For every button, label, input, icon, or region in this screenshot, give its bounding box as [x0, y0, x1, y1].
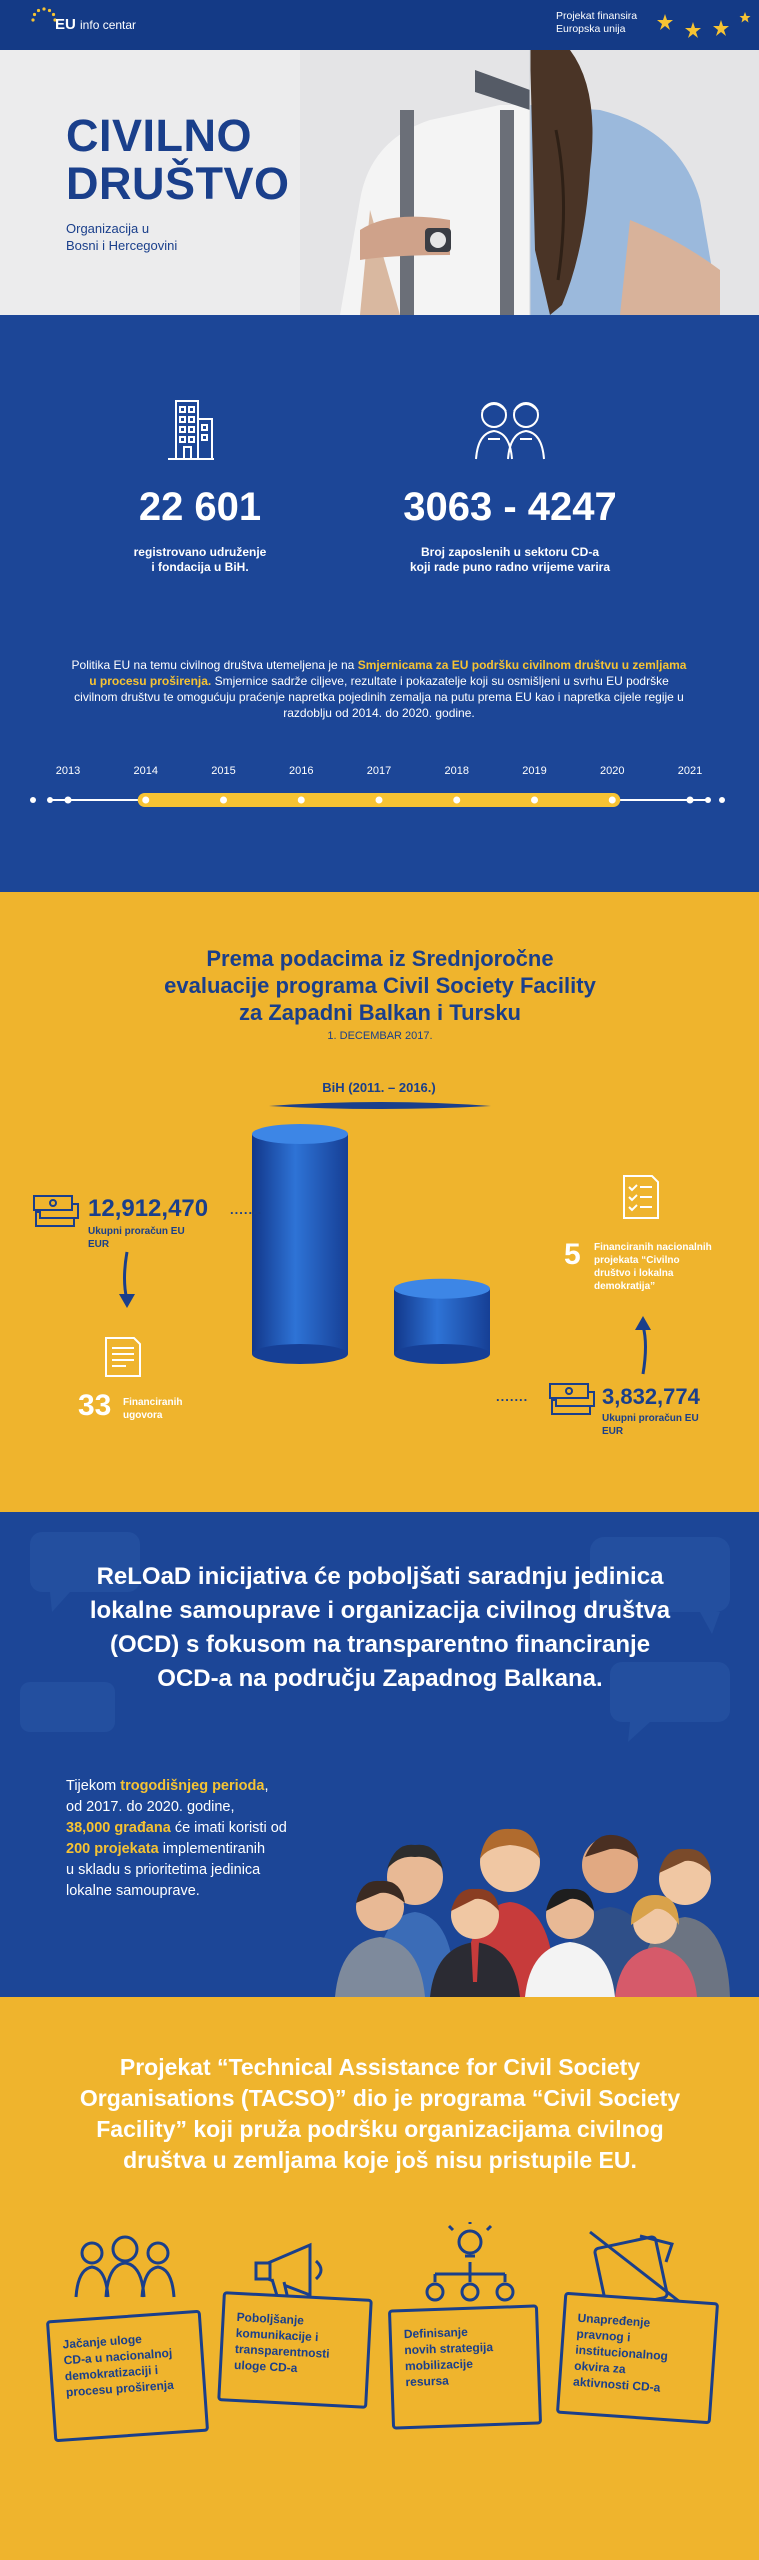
reload-p-line-5: u skladu s prioritetima jedinica — [66, 1862, 261, 1878]
reload-p-line-2: od 2017. do 2020. godine, — [66, 1799, 235, 1815]
reload-heading-line-3: (OCD) s fokusom na transparentno financiranje — [109, 1631, 651, 1658]
evaluation-title-line-1: Prema podacima iz Srednjoročne — [206, 946, 554, 971]
tacso-card-2 — [217, 2291, 373, 2409]
timeline-dot-2016 — [298, 797, 305, 804]
tacso-card-2-line: Poboljšanje — [236, 2309, 305, 2328]
evaluation-title-line-2: evaluacije programa Civil Society Facility — [164, 973, 596, 998]
timeline-end-dot — [719, 797, 725, 803]
subtitle-line-1: Organizacija u — [66, 221, 150, 236]
employees-number: 3063 - 4247 — [403, 485, 617, 529]
registered-orgs-label — [90, 545, 310, 575]
reload-p-pre1: Tijekom — [66, 1778, 121, 1794]
tacso-heading-line-1: Projekat “Technical Assistance for Civil Society — [119, 2054, 641, 2080]
top-bar — [0, 0, 759, 50]
policy-paragraph — [68, 657, 690, 721]
tacso-card-4-line: Unapređenje — [577, 2310, 651, 2330]
timeline-end-dot — [30, 797, 36, 803]
contracts-number: 33 — [78, 1389, 112, 1422]
dotted-connector-left: ....... — [230, 1202, 263, 1217]
building-icon — [166, 395, 216, 465]
subtitle-line-2: Bosni i Hercegovini — [66, 238, 178, 253]
tacso-card-4 — [556, 2292, 719, 2425]
tacso-card-3-line: novih strategija — [404, 2340, 494, 2358]
budget-right-label — [602, 1412, 699, 1438]
reload-heading — [30, 1560, 730, 1696]
timeline-bar — [0, 780, 759, 820]
timeline-year-2015: 2015 — [211, 765, 236, 777]
evaluation-date: 1. DECEMBAR 2017. — [327, 1030, 433, 1042]
budget-left-value: 12,912,470 — [88, 1195, 209, 1222]
timeline-year-2021: 2021 — [677, 765, 703, 777]
national-projects-label — [594, 1241, 712, 1293]
tacso-card-3-line: Definisanje — [403, 2324, 469, 2342]
tacso-card-4-line: pravnog i — [576, 2326, 631, 2345]
timeline-year-2016: 2016 — [289, 765, 314, 777]
hero-section — [0, 50, 759, 315]
reload-p-line-1 — [66, 1776, 356, 1797]
reload-heading-line-2: lokalne samouprave i organizacija civilnog društva — [89, 1597, 671, 1624]
logo-bold: EU — [55, 16, 76, 33]
national-label-1: Financiranih nacionalnih — [594, 1242, 712, 1253]
checklist-document-icon — [618, 1172, 664, 1222]
contracts-label-2: ugovora — [123, 1410, 163, 1421]
timeline-dot-2014 — [142, 797, 149, 804]
tacso-card-2-line: komunikacije i — [235, 2325, 319, 2345]
contract-document-icon — [100, 1332, 146, 1382]
reload-p-mid1: , — [264, 1778, 269, 1794]
timeline-year-2020: 2020 — [600, 765, 625, 777]
reload-heading-line-4: OCD-a na području Zapadnog Balkana. — [157, 1665, 603, 1692]
stats-section — [0, 315, 759, 892]
employees-label — [370, 545, 650, 575]
budget-left-label-2: EUR — [88, 1239, 110, 1250]
funded-line-2: Europska unija — [556, 23, 626, 35]
reload-p-line-6: lokalne samouprave. — [66, 1883, 200, 1899]
group-people-icon — [70, 2235, 180, 2305]
reload-p-line-3 — [66, 1818, 356, 1839]
reload-p-mid3: implementiranih — [158, 1841, 266, 1857]
crowd-of-people-illustration — [335, 1747, 735, 1997]
title-line-2: DRUŠTVO — [66, 158, 290, 209]
tacso-card-4-line: okvira za — [573, 2358, 627, 2377]
registered-line-1: registrovano udruženje — [133, 545, 267, 559]
timeline-dot-2020 — [609, 797, 616, 804]
timeline-year-2019: 2019 — [522, 765, 547, 777]
timeline-dot-2015 — [220, 797, 227, 804]
eu-stars-logo-icon — [30, 6, 58, 34]
budget-right-label-1: Ukupni proračun EU — [602, 1413, 699, 1424]
policy-text-2: Smjernice sadrže ciljeve, rezultate i pokazatelje koji su osmišljeni u svrhu EU podrške civilnom društvu te omogućuju praćenje napretka pojedinih zemalja na putu prema EU kao i napretka cijele regije u razdoblju od 2014. do 2020. godine. — [74, 674, 684, 720]
tacso-section — [0, 1997, 759, 2560]
tacso-heading-line-3: Facility” koji pruža podršku organizacijama civilnog — [96, 2116, 664, 2142]
reload-paragraph — [66, 1776, 356, 1902]
tacso-card-1-line: procesu proširenja — [65, 2377, 175, 2400]
reload-p-mid2: će imati koristi od — [170, 1820, 287, 1836]
chart-bar-1 — [252, 1124, 348, 1364]
tacso-card-3-line: mobilizacije — [404, 2356, 474, 2374]
eu-flag-stars-icon — [655, 10, 755, 42]
page-title — [66, 112, 290, 208]
tacso-heading — [20, 2052, 740, 2176]
timeline-dot-2017 — [376, 797, 383, 804]
timeline-year-2018: 2018 — [444, 765, 469, 777]
tacso-heading-line-2: Organisations (TACSO)” dio je programa “Civil Society — [79, 2085, 681, 2111]
timeline-end-dot — [47, 797, 53, 803]
tacso-card-1-line: CD-a u nacionalnoj — [63, 2345, 173, 2368]
timeline-dot-2013 — [65, 797, 72, 804]
tacso-card-1-line: demokratizaciji i — [64, 2362, 159, 2384]
arrow-down-icon — [112, 1250, 142, 1310]
evaluation-section — [0, 892, 759, 1512]
timeline-year-2014: 2014 — [133, 765, 158, 777]
national-label-2: projekata “Civilno — [594, 1255, 680, 1266]
reload-p-line-4 — [66, 1839, 356, 1860]
registered-orgs-number: 22 601 — [138, 485, 262, 529]
policy-guidelines-highlight: Smjernicama za EU podršku civilnom društvu u zemljama u procesu proširenja. — [89, 658, 687, 688]
timeline-year-2013: 2013 — [55, 765, 81, 777]
timeline-dot-2021 — [687, 797, 694, 804]
tacso-card-3-line: resursa — [405, 2373, 450, 2390]
budget-right-label-2: EUR — [602, 1426, 624, 1437]
strategy-lightbulb-icon — [415, 2222, 525, 2312]
tacso-card-1-line: Jačanje uloge — [62, 2331, 143, 2352]
evaluation-title — [80, 945, 680, 1026]
tacso-card-1 — [46, 2310, 209, 2443]
timeline-year-2017: 2017 — [366, 765, 392, 777]
money-stack-icon — [32, 1194, 80, 1232]
budget-left-label-1: Ukupni proračun EU — [88, 1226, 185, 1237]
title-line-1: CIVILNO — [66, 110, 253, 161]
chart-bar-2 — [394, 1279, 490, 1364]
employees-line-2: koji rade puno radno vrijeme varira — [409, 560, 611, 574]
national-label-3: društvo i lokalna — [594, 1268, 674, 1279]
tacso-card-4-line: institucionalnog — [574, 2342, 669, 2364]
budget-bar-chart — [240, 1092, 520, 1367]
tacso-heading-line-4: društva u zemljama koje još nisu pristupile EU. — [123, 2147, 637, 2173]
national-projects-number: 5 — [564, 1238, 581, 1271]
eu-info-centar-logo[interactable] — [55, 16, 136, 33]
funded-line-1: Projekat finansira — [556, 10, 638, 22]
evaluation-title-line-3: za Zapadni Balkan i Tursku — [239, 1000, 521, 1025]
reload-period-highlight: trogodišnjeg perioda — [120, 1778, 265, 1794]
contracts-label-1: Financiranih — [123, 1397, 183, 1408]
budget-right-value: 3,832,774 — [602, 1384, 700, 1409]
tacso-card-3 — [388, 2304, 542, 2429]
budget-left-label — [88, 1225, 185, 1251]
policy-text-1: Politika EU na temu civilnog društva utemeljena je na — [71, 658, 358, 672]
reload-projects-highlight: 200 projekata — [66, 1841, 159, 1857]
funded-by-eu — [556, 10, 637, 36]
dotted-connector-right: ....... — [496, 1389, 529, 1404]
timeline-end-dot — [705, 797, 711, 803]
reload-heading-line-1: ReLOaD inicijativa će poboljšati saradnju jedinica — [96, 1563, 664, 1590]
tacso-card-4-line: aktivnosti CD-a — [572, 2374, 661, 2395]
tacso-card-2-line: uloge CD-a — [233, 2357, 298, 2376]
employees-line-1: Broj zaposlenih u sektoru CD-a — [420, 545, 600, 559]
timeline-dot-2018 — [453, 797, 460, 804]
timeline-dot-2019 — [531, 797, 538, 804]
reload-citizens-highlight: 38,000 građana — [66, 1820, 171, 1836]
people-icon — [468, 395, 552, 461]
arrow-up-icon — [628, 1314, 658, 1376]
registered-line-2: i fondacija u BiH. — [151, 560, 249, 574]
contracts-label — [123, 1396, 182, 1422]
hero-photo-illustration — [300, 50, 759, 315]
logo-rest: info centar — [80, 18, 137, 32]
reload-section — [0, 1512, 759, 1997]
tacso-card-2-line: transparentnosti — [234, 2341, 330, 2361]
chart-label: BiH (2011. – 2016.) — [322, 1080, 436, 1095]
money-stack-icon-right — [548, 1382, 596, 1420]
page-subtitle — [66, 220, 177, 254]
national-label-4: demokratija” — [594, 1281, 656, 1292]
